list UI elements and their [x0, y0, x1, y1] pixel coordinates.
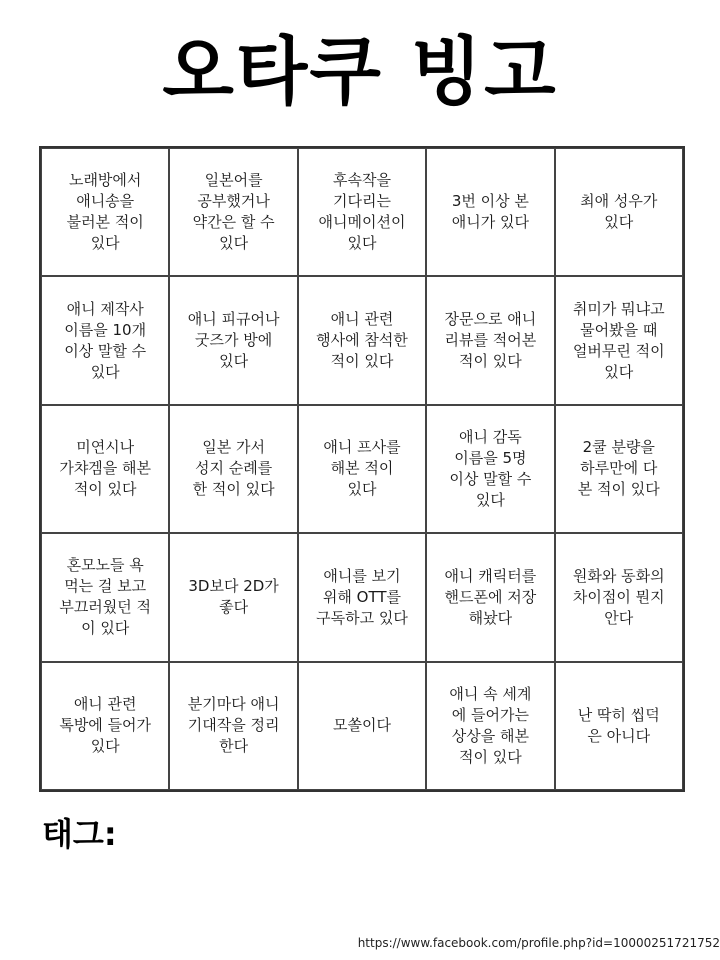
- bingo-cell: 장문으로 애니 리뷰를 적어본 적이 있다: [426, 276, 554, 404]
- bingo-cell: 3D보다 2D가 좋다: [169, 533, 297, 661]
- page-title: 오타쿠 빙고: [162, 29, 558, 115]
- bingo-cell: 원화와 동화의 차이점이 뭔지 안다: [555, 533, 683, 661]
- bingo-cell: 애니 제작사 이름을 10개 이상 말할 수 있다: [41, 276, 169, 404]
- bingo-cell: 애니 감독 이름을 5명 이상 말할 수 있다: [426, 405, 554, 533]
- bingo-cell: 애니 속 세계 에 들어가는 상상을 해본 적이 있다: [426, 662, 554, 790]
- source-url: https://www.facebook.com/profile.php?id=10000251721752: [357, 936, 720, 950]
- bingo-cell: 애니를 보기 위해 OTT를 구독하고 있다: [298, 533, 426, 661]
- bingo-cell: 후속작을 기다리는 애니메이션이 있다: [298, 148, 426, 276]
- bingo-cell: 2쿨 분량을 하루만에 다 본 적이 있다: [555, 405, 683, 533]
- bingo-cell: 모쏠이다: [298, 662, 426, 790]
- bingo-cell: 취미가 뭐냐고 물어봤을 때 얼버무린 적이 있다: [555, 276, 683, 404]
- bingo-grid: [39, 146, 685, 792]
- bingo-cell: 혼모노들 욕 먹는 걸 보고 부끄러웠던 적 이 있다: [41, 533, 169, 661]
- bingo-cell: 3번 이상 본 애니가 있다: [426, 148, 554, 276]
- bingo-cell: 최애 성우가 있다: [555, 148, 683, 276]
- bingo-cell: 일본 가서 성지 순례를 한 적이 있다: [169, 405, 297, 533]
- bingo-cell: 분기마다 애니 기대작을 정리 한다: [169, 662, 297, 790]
- bingo-cell: 미연시나 가챠겜을 해본 적이 있다: [41, 405, 169, 533]
- bingo-cell: 노래방에서 애니송을 불러본 적이 있다: [41, 148, 169, 276]
- bingo-cell: 난 딱히 씹덕 은 아니다: [555, 662, 683, 790]
- bingo-cell: 애니 관련 행사에 참석한 적이 있다: [298, 276, 426, 404]
- bingo-cell: 애니 피규어나 굿즈가 방에 있다: [169, 276, 297, 404]
- bingo-cell: 애니 관련 톡방에 들어가 있다: [41, 662, 169, 790]
- bingo-cell: 애니 캐릭터를 핸드폰에 저장 해놨다: [426, 533, 554, 661]
- tag-label: 태그:: [42, 815, 117, 853]
- bingo-cell: 애니 프사를 해본 적이 있다: [298, 405, 426, 533]
- bingo-cell: 일본어를 공부했거나 약간은 할 수 있다: [169, 148, 297, 276]
